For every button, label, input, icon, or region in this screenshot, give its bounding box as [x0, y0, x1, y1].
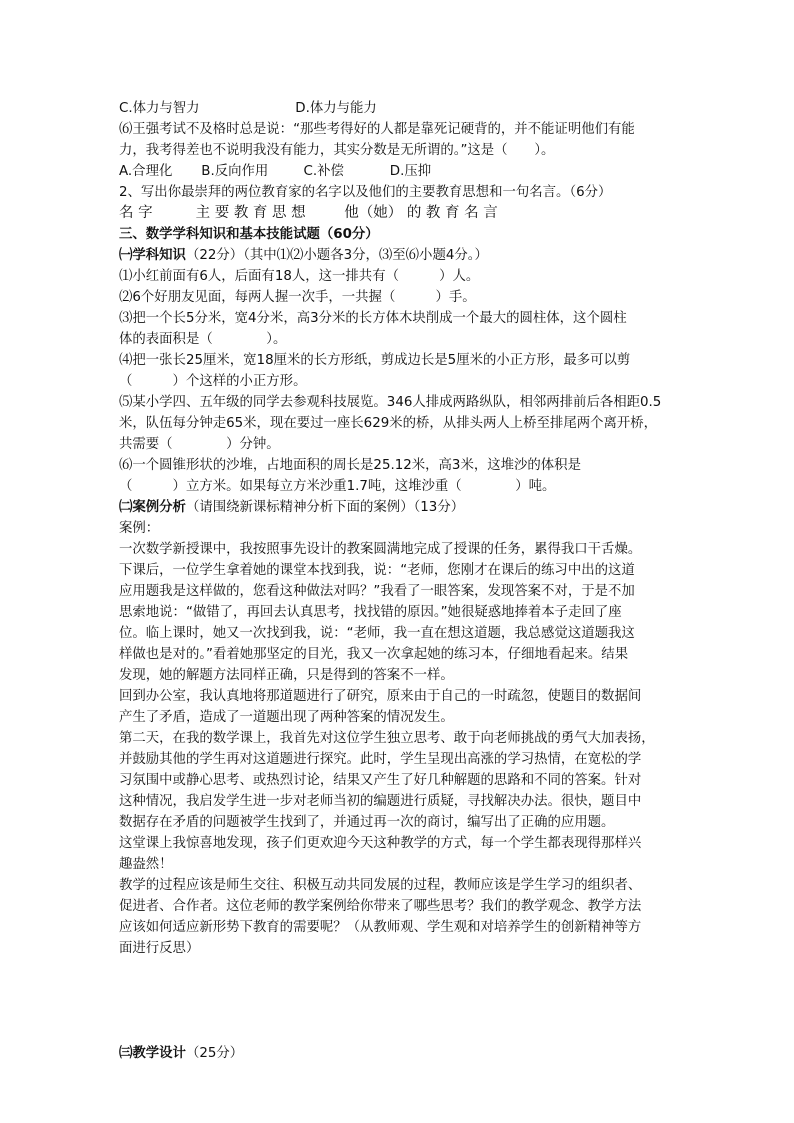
answer-space	[119, 959, 679, 1001]
item-2: ⑵6个好朋友见面，每两人握一次手，一共握（ ）手。	[119, 290, 476, 305]
case-text-line: 回到办公室，我认真地将那道题进行了研究，原来由于自己的一时疏忽，使题目的数据间	[119, 689, 642, 704]
document-body	[119, 98, 679, 1064]
question-6-options	[119, 161, 679, 182]
subsection-3-title: ㈢教学设计	[119, 1046, 186, 1061]
case-question-line: 应该如何适应新形势下教育的需要呢？（从教师观、学生观和对培养学生的创新精神等方	[119, 920, 642, 935]
subsection-3-note: （25分）	[185, 1046, 244, 1061]
case-text-line: 下课后，一位学生拿着她的课堂本找到我，说：“老师，您刚才在课后的练习中出的这道	[119, 563, 635, 578]
case-label: 案例：	[119, 521, 160, 536]
item-3-line-1: ⑶把一个长5分米，宽4分米，高3分米的长方体木块削成一个最大的圆柱体，这个圆柱	[119, 311, 627, 326]
case-text-line: 应用题我是这样做的，您看这种做法对吗？”我看了一眼答案，发现答案不对，于是不加	[119, 584, 635, 599]
item-5-line-3: 共需要（ ）分钟。	[119, 437, 280, 452]
case-text-line: 并鼓励其他的学生再对这道题进行探究。此时，学生呈现出高涨的学习热情，在宽松的学	[119, 752, 642, 767]
subsection-1-title: ㈠学科知识	[119, 248, 186, 263]
case-text-line: 一次数学新授课中，我按照事先设计的教案圆满地完成了授课的任务，累得我口干舌燥。	[119, 542, 642, 557]
option-a: A.合理化	[119, 164, 173, 179]
option-c: C.补偿	[303, 164, 344, 179]
item-5-line-1: ⑸某小学四、五年级的同学去参观科技展览。346人排成两路纵队，相邻两排前后各相距0.5	[119, 395, 662, 410]
item-4-line-1: ⑷把一张长25厘米，宽18厘米的长方形纸，剪成边长是5厘米的小正方形，最多可以剪	[119, 353, 631, 368]
question-2-text: 2、写出你最崇拜的两位教育家的名字以及他们的主要教育思想和一句名言。（6分）	[119, 185, 612, 200]
option-c: C.体力与智力	[119, 101, 200, 116]
item-6-line-1: ⑹一个圆锥形状的沙堆，占地面积的周长是25.12米，高3米，这堆沙的体积是	[119, 458, 581, 473]
case-text-line: 第二天，在我的数学课上，我首先对这位学生独立思考、敢于向老师挑战的勇气大加表扬，	[119, 731, 655, 746]
case-text-line: 发现，她的解题方法同样正确，只是得到的答案不一样。	[119, 668, 454, 683]
subsection-2-note: （请围绕新课标精神分析下面的案例）（13分）	[185, 500, 465, 515]
subsection-1-heading	[119, 245, 679, 266]
item-4-line-2: （ ）个这样的小正方形。	[119, 374, 307, 389]
choice-options-cd	[119, 98, 679, 119]
item-1: ⑴小红前面有6人，后面有18人，这一排共有（ ）人。	[119, 269, 480, 284]
case-text-line: 这堂课上我惊喜地发现，孩子们更欢迎今天这种教学的方式，每一个学生都表现得那样兴	[119, 836, 642, 851]
section-3-heading: 三、数学学科知识和基本技能试题（60分）	[119, 227, 379, 242]
item-3-line-2: 体的表面积是（ ）。	[119, 332, 287, 347]
header-quote: 他（她） 的 教 育 名 言	[344, 205, 498, 221]
case-text-line: 思索地说：“做错了，再回去认真思考，找找错的原因。”她很疑惑地捧着本子走回了座	[119, 605, 622, 620]
subsection-3-heading	[119, 1043, 679, 1064]
item-5-line-2: 米，队伍每分钟走65米，现在要过一座长629米的桥，从排头两人上桥至排尾两个离开桥，	[119, 416, 658, 431]
question-6-line-2: 力，我考得差也不说明我没有能力，其实分数是无所谓的。”这是（ ）。	[119, 143, 555, 158]
subsection-2-title: ㈡案例分析	[119, 500, 186, 515]
answer-space	[119, 1001, 679, 1043]
case-question-line: 促进者、合作者。这位老师的教学案例给你带来了哪些思考？我们的教学观念、教学方法	[119, 899, 642, 914]
case-text-line: 趣盎然！	[119, 857, 173, 872]
case-question-line: 面进行反思）	[119, 941, 200, 956]
header-name: 名 字	[119, 205, 153, 221]
case-text-line: 习氛围中或静心思考、或热烈讨论，结果又产生了好几种解题的思路和不同的答案。针对	[119, 773, 642, 788]
answer-header-row	[119, 203, 679, 224]
item-6-line-2: （ ）立方米。如果每立方米沙重1.7吨，这堆沙重（ ）吨。	[119, 479, 556, 494]
case-text-line: 这种情况，我启发学生进一步对老师当初的编题进行质疑，寻找解决办法。很快，题目中	[119, 794, 642, 809]
case-text-line: 位。临上课时，她又一次找到我，说：“老师，我一直在想这道题，我总感觉这道题我这	[119, 626, 635, 641]
header-thought: 主 要 教 育 思 想	[195, 205, 306, 221]
option-d: D.体力与能力	[295, 101, 377, 116]
case-text-line: 数据存在矛盾的问题被学生找到了，并通过再一次的商讨，编写出了正确的应用题。	[119, 815, 615, 830]
subsection-1-note: （22分）（其中⑴⑵小题各3分，⑶至⑹小题4分。）	[185, 248, 488, 263]
case-text-line: 产生了矛盾，造成了一道题出现了两种答案的情况发生。	[119, 710, 454, 725]
question-6-line-1: ⑹王强考试不及格时总是说：“那些考得好的人都是靠死记硬背的，并不能证明他们有能	[119, 122, 635, 137]
case-text-line: 样做也是对的。”看着她那坚定的目光，我又一次拿起她的练习本，仔细地看起来。结果	[119, 647, 629, 662]
case-question-line: 教学的过程应该是师生交往、积极互动共同发展的过程，教师应该是学生学习的组织者、	[119, 878, 642, 893]
subsection-2-heading	[119, 497, 679, 518]
option-d: D.压抑	[389, 164, 432, 179]
option-b: B.反向作用	[201, 164, 269, 179]
